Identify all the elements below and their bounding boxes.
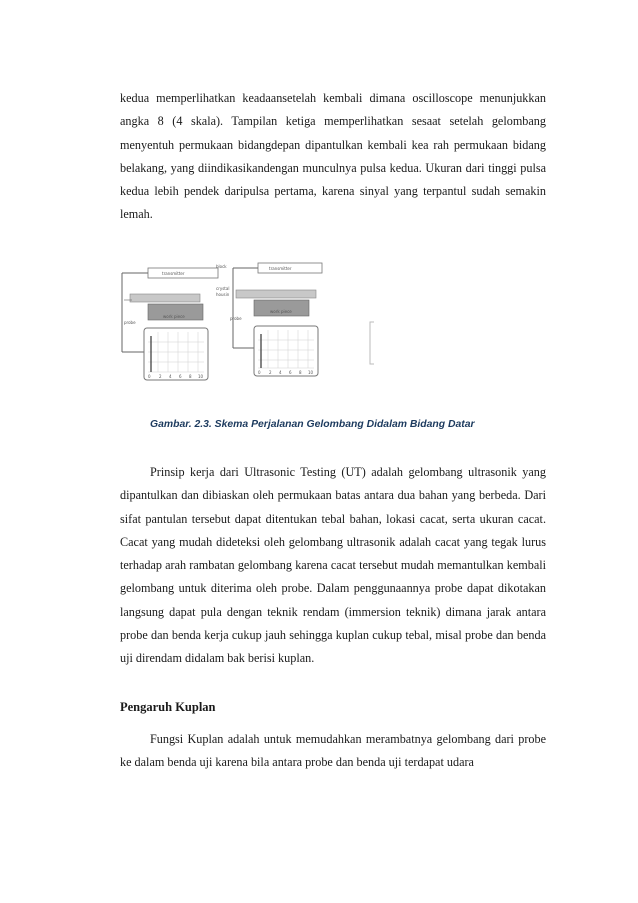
left-tick-0: 0 <box>148 374 151 379</box>
right-block-label: block <box>216 264 227 269</box>
paragraph-principle: Prinsip kerja dari Ultrasonic Testing (UT) adalah gelombang ultrasonik yang dipantulkan dan dibiaskan oleh permukaan batas antara dua bahan yang berbeda. Dari sifat pantulan tersebut dapat ditentukan tebal bahan, lokasi cacat, serta ukuran cacat. Cacat yang mudah dideteksi oleh gelombang ultrasonik adalah cacat yang tegak lurus terhadap arah rambatan gelombang karena cacat tersebut mudah memantulkan kembali gelombang untuk diterima oleh probe. Dalam penggunaannya probe dapat dikotakan langsung dapat pula dengan teknik rendam (immersion teknik) dimana jarak antara probe dan benda kerja cukup jauh sehingga kuplan cukup tebal, misal probe dan benda uji direndam didalam bak berisi kuplan. <box>120 465 546 666</box>
right-tick-10: 10 <box>308 370 314 375</box>
left-transmitter-label: transmitter <box>162 271 185 276</box>
left-tick-6: 6 <box>179 374 182 379</box>
left-probe-label: probe <box>124 320 136 325</box>
left-tick-8: 8 <box>189 374 192 379</box>
left-probe-block <box>130 294 200 302</box>
right-transmitter-label: transmitter <box>269 266 292 271</box>
figure-wave-schematic <box>118 260 398 385</box>
left-tick-10: 10 <box>198 374 204 379</box>
right-workpiece-label: work piece <box>270 309 292 314</box>
left-tick-2: 2 <box>159 374 162 379</box>
right-tick-2: 2 <box>269 370 272 375</box>
left-workpiece-label: work piece <box>163 314 185 319</box>
right-tick-8: 8 <box>299 370 302 375</box>
right-probe-label: probe <box>230 316 242 321</box>
figure-caption: Gambar. 2.3. Skema Perjalanan Gelombang Didalam Bidang Datar <box>150 419 475 430</box>
left-tick-4: 4 <box>169 374 172 379</box>
right-oscilloscope <box>254 326 318 376</box>
paragraph-intro: kedua memperlihatkan keadaansetelah kembali dimana oscilloscope menunjukkan angka 8 (4 skala). Tampilan ketiga memperlihatkan sesaat setelah gelombang menyentuh permukaan bidangdepan dipantulkan kembali kea rah permukaan bidang belakang, yang diindikasikandengan munculnya pulsa kedua. Ukuran dari tinggi pulsa kedua lebih pendek daripulsa pertama, karena sinyal yang terpantul sudah semakin lemah. <box>120 91 546 222</box>
section-heading-kuplan: Pengaruh Kuplan <box>120 700 216 714</box>
right-probe-block <box>236 290 316 298</box>
paragraph-kuplan: Fungsi Kuplan adalah untuk memudahkan merambatnya gelombang dari probe ke dalam benda uji karena bila antara probe dan benda uji terdapat udara <box>120 732 546 770</box>
right-housing-label: housin <box>216 292 230 297</box>
third-panel-edge <box>370 322 374 364</box>
right-crystal-label: crystal <box>216 286 230 291</box>
right-panel <box>216 263 322 376</box>
right-tick-6: 6 <box>289 370 292 375</box>
left-panel <box>122 268 218 380</box>
right-tick-4: 4 <box>279 370 282 375</box>
figure-diagram <box>118 260 398 385</box>
right-tick-0: 0 <box>258 370 261 375</box>
